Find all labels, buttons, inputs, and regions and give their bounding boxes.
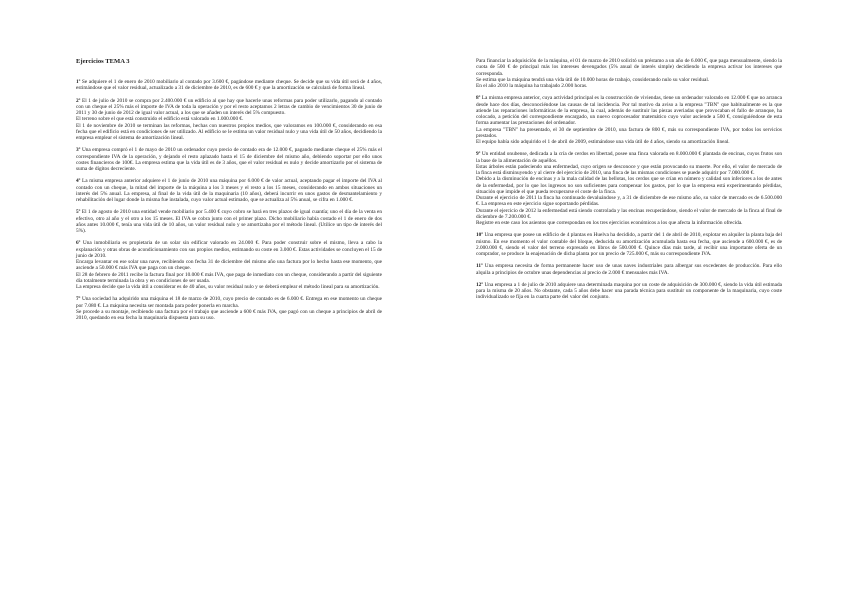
exercise-paragraph [76,147,382,172]
exercise-paragraph [76,178,382,203]
exercise-text: El 28 de febrero de 2011 recibe la factura final por 10.000 € más IVA, que paga de inmediato con un cheque, considerando a partir del siguiente día totalmente terminada la obra y en condiciones de ser usada. [76,271,382,284]
exercise-number: 9º [476,151,481,158]
exercise-text: La empresa decide que la vida útil a considerar es de 40 años, su valor residual nulo y se deberá emplear el método lineal para su amortización. [76,284,380,290]
exercise-text: Durante el ejercicio de 2012 la enfermedad está siendo controlada y las encinas recuperándose, siendo el valor de mercado de la finca al final de diciembre de 7.200.000 €. [476,207,782,220]
exercise-paragraph [76,240,382,290]
exercise-paragraph [476,263,782,276]
exercise-text: Un entidad onubense, dedicada a la cría de cerdos en libertad, posee una finca valorada en 8.000.000 € plantada de encinas, cuyos frutos son la base de la alimentación de aquéllos. [476,151,782,164]
exercise-number: 5º [76,209,81,216]
exercise-text: Una empresa a 1 de julio de 2010 adquiere una determinada maquina por un coste de adquisición de 300.000 €, siendo la vida útil estimada para la misma de 20 años. No obstante, cada 5 años debe hacer una parada técnica para sustituir un componente de la maquinaria, cuyo coste individualizado se fija en la cuarta parte del valor del conjunto. [476,281,782,301]
exercise-text: Una empresa compró el 1 de mayo de 2010 un ordenador cuyo precio de contado era de 12.000 €, pagando mediante cheque el 25% más el correspondiente IVA de la operación, y dejando el resto aplazado hasta el 15 de diciembre del mismo año, debiendo soportar por ello unos costes financieros de 100€. La empresa estima que la vida útil es de 3 años, que el valor residual es nulo y decide amortizarlo por el sistema de suma de dígitos decreciente. [76,147,382,172]
exercise-text: El 1 de noviembre de 2010 se terminan las reformas, hechas con nuestros propios medios, que valoramos en 100.000 €, considerando en esa fecha que el edificio está en condiciones de ser utilizado. Al edificio se le estima un valor residual nulo y una vida útil de 50 años, decidiendo la empresa emplear el sistema de amortización lineal. [76,122,382,141]
exercise-text: Una empresa que posee un edificio de 4 plantas en Huelva ha decidido, a partir del 1 de abril de 2010, explotar en alquiler la planta baja del mismo. En ese momento el valor contable del bloque, deducida su amortización acumulada hasta esa fecha, que asciende a 600.000 €, es de 2.000.000 €, siendo el valor del terreno expresado en libros de 500.000 €. Quince días más tarde, al recibir una importante oferta de un comprador, se produce la enajenación de dicha planta por un precio de 725.000 €, más su correspondiente IVA. [476,232,783,257]
exercise-text: La misma empresa anterior adquiere el 1 de junio de 2010 una máquina por 6.000 € de valor actual, aceptando pagar el importe del IVA al contado con un cheque, la mitad del importe de la máquina a los 3 meses y el resto a los 15 meses, considerando en ambos situaciones un interés del 5% anual. La empresa, al final de la vida útil de la maquinaria (10 años), deberá incurrir en unos gastos de desmantelamiento y rehabilitación del lugar donde la misma fue instalada, cuyo valor actual estimado, que se actualiza al 5% anual, se cifra en 1.000 €. [76,178,383,203]
exercise-number: 10º [476,232,484,239]
exercise-text: El 1 de agosto de 2010 una entidad vende mobiliario por 5.400 € cuyo cobro se hará en tres plazos de igual cuantía; uno el día de la venta en efectivo, otro al año y el otro a los 15 meses. El IVA se cobra junto con el primer plazo. Dicho mobiliario había costado el 1 de enero de dos años antes 10.000 €, tenía una vida útil de 10 años, un valor residual nulo y se amortizaba por el método lineal. (Utilice un tipo de interés del 5%). [76,209,382,234]
exercise-text: Para financiar la adquisición de la máquina, el 01 de marzo de 2010 solicitó un préstamo a un año de 6.000 €, que paga mensualmente, siendo la cuota de 500 € de principal más los intereses devengados (5% anual de interés simple) decidiendo la empresa activar los intereses que corresponda. [476,58,782,77]
exercise-text: Estas árboles están padeciendo una enfermedad, cuyo origen se desconoce y que están provocando su muerte. Por ello, el valor de mercado de la finca está disminuyendo y al cierre del ejercicio de 2010, una finca de las mismas condiciones se puede adquirir por 7.000.000 €. [476,163,782,176]
exercise-text: Una empresa necesita de forma permanente hacer uso de unas naves industriales para albergar sus excedentes de producción. Para ello alquila a principios de octubre unas dependencias al precio de 2.000 € mensuales más IVA. [476,263,783,276]
exercise-number: 8º [476,95,481,102]
exercise-number: 1º [76,79,81,85]
exercise-paragraph [76,98,382,142]
exercise-text: El terreno sobre el que está construido el edificio está valorado en 1.000.000 €. [76,116,244,123]
exercise-text: El 1 de julio de 2010 se compra por 2.400.000 € un edificio al que hay que hacerle unas reformas para poder utilizarlo, pagando al contado con un cheque el 25% más el importe de IVA de toda la operación y por el resto aceptamos 2 letras de cambio de vencimientos 30 de junio de 2011 y 30 de junio de 2012 de igual valor actual, a los que se añaden un interés del 5% compuesto. [76,97,382,116]
exercise-number: 2º [76,97,81,104]
exercise-paragraph [476,232,782,257]
exercise-number: 12º [476,281,484,288]
exercise-number: 3º [76,147,81,154]
exercise-paragraph [76,296,382,321]
exercise-text: Se estima que la máquina tendrá una vida útil de 10.000 horas de trabajo, considerando nulo su valor residual. [476,76,710,83]
right-column [476,58,782,307]
exercise-text: En el año 2010 la máquina ha trabajado 2.000 horas. [476,83,588,89]
exercise-number: 6º [76,240,81,247]
exercise-text: Encarga levantar en ese solar una nave, recibiendo con fecha 31 de diciembre del mismo año una factura por lo hecho hasta ese momento, que asciende a 50.000 € más IVA que paga con un cheque. [76,259,382,272]
exercise-text: Una inmobiliaria es propietaria de un solar sin edificar valorado en 24.000 €. Para poder construir sobre el mismo, lleva a cabo la explanación y otras obras de acondicionamiento con sus propios medios, estimando su coste en 3.000 €. Estas actividades se concluyen el 15 de junio de 2010. [76,240,382,259]
exercise-text: El equipo había sido adquirido el 1 de abril de 2009, estimándose una vida útil de 4 años, siendo su amortización lineal. [476,139,730,145]
exercise-text: Durante el ejercicio de 2011 la finca ha continuado devaluándose y, a 31 de diciembre de ese mismo año, su valor de mercado es de 6.500.000 €. La empresa en este ejercicio sigue soportando pérdidas. [476,195,782,208]
left-column [76,58,382,327]
exercise-text: La misma empresa anterior, cuya actividad principal es la construcción de viviendas, tiene un ordenador valorado en 12.000 € que no arranca desde hace dos días, desconociéndose las causas de tal incidencia. Por tal motivo da aviso a la empresa "TBN" que habitualmente es la que atiende las reparaciones informáticas de la empresa, la cual, además de sustituir las piezas averiadas que provocaban el fallo de arranque, ha colocado, a petición del correspondiente encargado, un nuevo coprocesador matemático cuyo valor asciende a 500 €, consiguiéndose de esta forma aumentar las prestaciones del ordenador. [476,95,782,127]
exercise-paragraph [476,282,782,301]
exercise-text: Una sociedad ha adquirido una máquina el 18 de marzo de 2010, cuyo precio de contado es de 6.000 €. Entrega en ese momento un cheque por 7.080 €. La máquina necesita ser montada para poder ponerla en marcha. [76,296,382,309]
exercise-number: 7º [76,296,81,303]
exercise-text: Registre en este caso los asientos que correspondan en los tres ejercicios económicos a los que afecta la información ofrecida. [476,220,743,226]
exercise-text: Se procede a su montaje, recibiendo una factura por el trabajo que asciende a 600 € más IVA, que pagó con un cheque a principios de abril de 2010, quedando en esa fecha la maquinaria dispuesta para su uso. [76,308,382,321]
exercise-text: Se adquiere el 1 de enero de 2010 mobiliario al contado por 3.600 €, pagándose mediante cheque. Se decide que su vida útil será de 4 años, estimándose que el valor residual, actualizado a 31 de diciembre de 2010, es de 600 € y que la amortización se calculará de forma lineal. [76,79,383,92]
exercise-paragraph [476,95,782,145]
exercise-text: Debido a la disminución de encinas y a la mala calidad de las bellotas, los cerdos que se crían en número y calidad son inferiores a los de antes de la enfermedad, por lo que los ingresos no son suficientes para compensar los gastos, por lo que la empresa está experimentando pérdidas, situación que impide el que pueda recuperarse el coste de la finca. [476,176,782,195]
exercise-paragraph [476,151,782,226]
exercise-paragraph [476,58,782,89]
document-title: Ejercicios TEMA 3 [76,58,130,65]
exercise-number: 11º [476,263,483,270]
exercise-number: 4º [76,178,81,185]
exercise-paragraph [76,209,382,234]
exercise-paragraph [76,79,382,92]
exercise-text: La empresa "TBN" ha presentado, el 30 de septiembre de 2010, una factura de 800 €, más su correspondiente IVA, por todos los servicios prestados. [476,126,782,139]
